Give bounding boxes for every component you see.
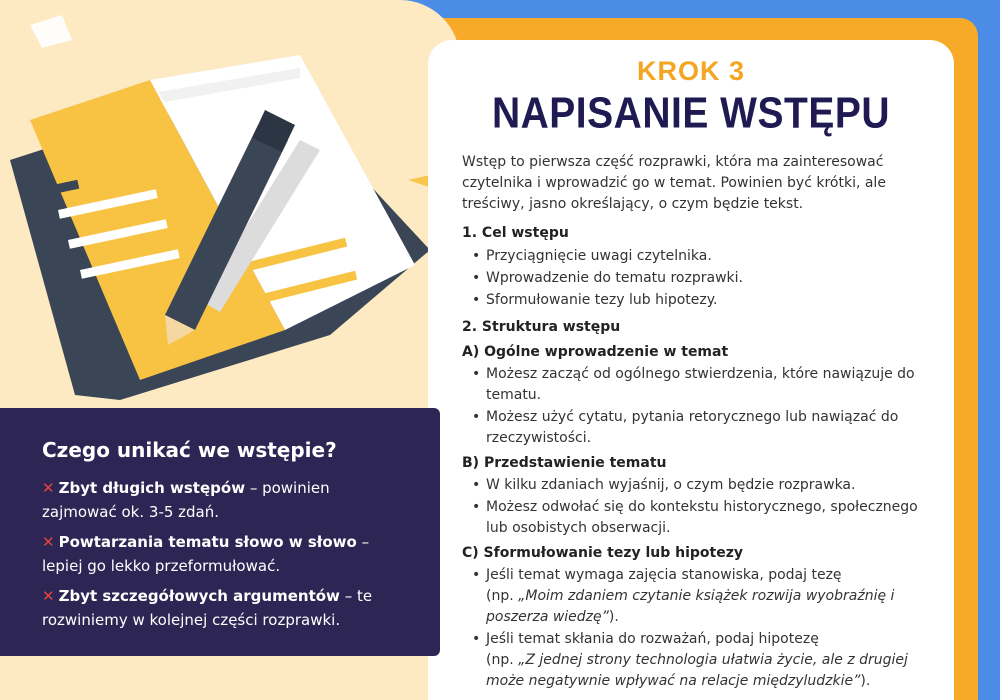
avoid-title: Czego unikać we wstępie?: [42, 438, 337, 462]
avoid-item-rest: – powinien zajmować ok. 3-5 zdań.: [42, 479, 330, 521]
example-prefix: (np.: [486, 588, 519, 604]
cross-mark-icon: ✕: [42, 587, 55, 605]
item-text: Jeśli temat skłania do rozważań, podaj hipotezę: [486, 631, 819, 647]
avoid-item: [42, 476, 402, 524]
section-1-title: 1. Cel wstępu: [462, 225, 569, 241]
avoid-item-bold: Zbyt szczegółowych argumentów: [58, 587, 340, 605]
intro-paragraph: Wstęp to pierwsza część rozprawki, która ma zainteresować czytelnika i wprowadzić go w temat. Powinien być krótki, ale treściwy, jasno określający, o czym będzie tekst.: [462, 154, 886, 212]
avoid-item-bold: Zbyt długich wstępów: [58, 479, 246, 497]
main-content: [462, 152, 940, 693]
cross-mark-icon: ✕: [42, 533, 55, 551]
avoid-item-rest: – lepiej go lekko przeformułować.: [42, 533, 370, 575]
section-2-title: 2. Struktura wstępu: [462, 319, 621, 335]
subsection-a-title: A) Ogólne wprowadzenie w temat: [462, 344, 729, 360]
example-quote: „Moim zdaniem czytanie książek rozwija wyobraźnię i poszerza wiedzę”: [486, 588, 895, 625]
avoid-item: [42, 530, 402, 578]
avoid-item: [42, 584, 402, 632]
list-item: [486, 629, 940, 692]
subsection-b-list: [462, 475, 940, 539]
subsection-a-list: [462, 364, 940, 449]
list-item: • Wprowadzenie do tematu rozprawki.: [486, 268, 940, 289]
list-item: [486, 565, 940, 628]
example-quote: „Z jednej strony technologia ułatwia życie, ale z drugiej może negatywnie wpływać na relacje międzyludzkie”: [486, 652, 908, 689]
list-item: • Sformułowanie tezy lub hipotezy.: [486, 290, 940, 311]
subsection-c-title: C) Sformułowanie tezy lub hipotezy: [462, 545, 743, 561]
open-book-pen-illustration-icon: [0, 0, 460, 420]
page-title: NAPISANIE WSTĘPU: [491, 89, 891, 138]
example-suffix: ).: [608, 609, 619, 625]
example-prefix: (np.: [486, 652, 519, 668]
cross-mark-icon: ✕: [42, 479, 55, 497]
list-item: • Przyciągnięcie uwagi czytelnika.: [486, 246, 940, 267]
avoid-item-rest: – te rozwiniemy w kolejnej części rozprawki.: [42, 587, 373, 629]
step-label: KROK 3: [636, 56, 745, 86]
list-item: • Możesz odwołać się do kontekstu historycznego, społecznego lub osobistych obserwacji.: [486, 497, 940, 539]
list-item: • W kilku zdaniach wyjaśnij, o czym będzie rozprawka.: [486, 475, 940, 496]
section-1-list: [462, 246, 940, 311]
avoid-item-bold: Powtarzania tematu słowo w słowo: [58, 533, 357, 551]
item-text: Jeśli temat wymaga zajęcia stanowiska, podaj tezę: [486, 567, 842, 583]
subsection-c-list: [462, 565, 940, 692]
example-suffix: ).: [860, 673, 871, 689]
list-item: • Możesz zacząć od ogólnego stwierdzenia, które nawiązuje do tematu.: [486, 364, 940, 406]
subsection-b-title: B) Przedstawienie tematu: [462, 455, 667, 471]
list-item: • Możesz użyć cytatu, pytania retorycznego lub nawiązać do rzeczywistości.: [486, 407, 940, 449]
